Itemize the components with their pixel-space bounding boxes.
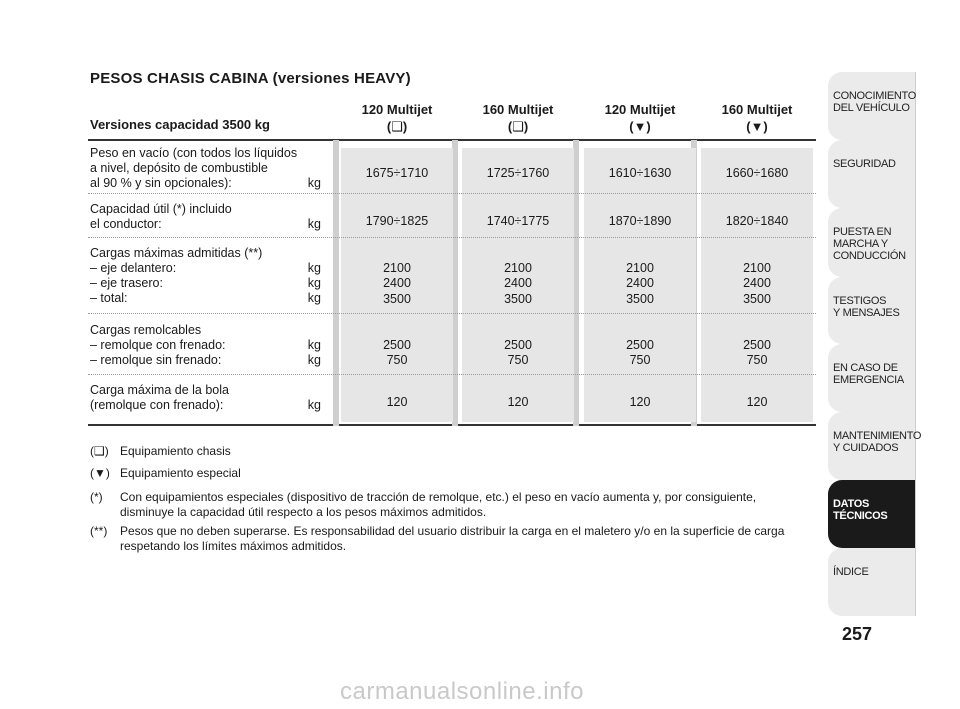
footnote: [90, 444, 231, 459]
footnote-mark: (▼): [90, 466, 110, 480]
row-label: el conductor:: [90, 217, 162, 231]
chapter-tab[interactable]: [828, 277, 916, 344]
table-cell: 2500: [743, 338, 771, 352]
chapter-tab[interactable]: [828, 412, 922, 480]
chapter-tab-label: SEGURIDAD: [833, 158, 896, 170]
chapter-tab-label: DEL VEHÍCULO: [833, 102, 910, 114]
footnote-mark: (❑): [90, 444, 109, 458]
table-cell: 120: [386, 395, 408, 409]
page-title: PESOS CHASIS CABINA (versiones HEAVY): [90, 70, 411, 87]
footnote-text: Equipamiento chasis: [120, 444, 231, 458]
table-cell: 3500: [626, 292, 654, 306]
row-label: Carga máxima de la bola: [90, 383, 229, 397]
chapter-tab-label: MANTENIMIENTO: [833, 430, 922, 442]
footnote-text: Equipamiento especial: [120, 466, 241, 480]
column-header-model: 160 Multijet: [482, 102, 554, 117]
chapter-tab-label: DATOS: [833, 498, 869, 510]
row-divider: [88, 193, 816, 194]
column-header: [337, 101, 457, 135]
footnote-text: Con equipamientos especiales (dispositivo de tracción de remolque, etc.) el peso en vacío aumenta y, por consiguiente, disminuye la capacidad útil respecto a los pesos máximos admitidos.: [120, 490, 757, 519]
column-header-model: 120 Multijet: [361, 102, 433, 117]
row-unit: kg: [307, 353, 321, 367]
chapter-tab-label: CONDUCCIÓN: [833, 250, 906, 262]
table-cell: 1725÷1760: [486, 166, 550, 180]
column-header-equipment: (❑): [386, 119, 408, 134]
chapter-tab-label: Y CUIDADOS: [833, 442, 899, 454]
row-unit: kg: [307, 338, 321, 352]
row-divider: [88, 313, 816, 314]
row-unit: kg: [307, 261, 321, 275]
table-header-label: Versiones capacidad 3500 kg: [90, 117, 270, 132]
table-cell: 2100: [626, 261, 654, 275]
table-cell: 750: [629, 353, 651, 367]
table-cell: 1610÷1630: [608, 166, 672, 180]
footnote-mark: (*): [90, 490, 103, 504]
footnote: [90, 524, 785, 553]
chapter-tab-label: TÉCNICOS: [833, 510, 888, 522]
column-header-equipment: (❑): [507, 119, 529, 134]
row-unit: kg: [307, 291, 321, 305]
chapter-tab-label: Y MENSAJES: [833, 307, 900, 319]
chapter-tab-label: EN CASO DE: [833, 362, 898, 374]
table-cell: 120: [746, 395, 768, 409]
row-label: (remolque con frenado):: [90, 398, 224, 412]
table-cell: 2100: [504, 261, 532, 275]
table-cell: 750: [746, 353, 768, 367]
table-cell: 3500: [743, 292, 771, 306]
chapter-tab-label: EMERGENCIA: [833, 374, 904, 386]
row-label: – remolque con frenado:: [90, 338, 226, 352]
column-header: [580, 101, 700, 135]
row-divider: [88, 237, 816, 238]
chapter-tab[interactable]: [828, 140, 916, 208]
chapter-tab-label: PUESTA EN: [833, 226, 892, 238]
chapter-tab-label: CONOCIMIENTO: [833, 90, 916, 102]
table-cell: 2400: [383, 276, 411, 290]
chapter-tab[interactable]: [828, 72, 916, 140]
row-label: – total:: [90, 291, 128, 305]
row-divider: [88, 374, 816, 375]
table-cell: 2100: [383, 261, 411, 275]
table-cell: 2500: [626, 338, 654, 352]
table-cell: 2400: [743, 276, 771, 290]
row-label: a nivel, depósito de combustible: [90, 161, 268, 175]
table-cell: 1660÷1680: [725, 166, 789, 180]
row-label: – eje delantero:: [90, 261, 177, 275]
row-label: Cargas máximas admitidas (**): [90, 246, 263, 260]
footnote-mark: (**): [90, 524, 108, 538]
table-cell: 1740÷1775: [486, 214, 550, 228]
footnote-text: Pesos que no deben superarse. Es responsabilidad del usuario distribuir la carga en el maletero y/o en la superficie de carga respetando los límites máximos admitidos.: [120, 524, 785, 553]
column-header: [697, 101, 817, 135]
row-label: Cargas remolcables: [90, 323, 202, 337]
row-unit: kg: [307, 276, 321, 290]
row-label: Peso en vacío (con todos los líquidos: [90, 146, 298, 160]
footnote: [90, 490, 757, 519]
row-label: Capacidad útil (*) incluido: [90, 202, 232, 216]
table-cell: 2500: [383, 338, 411, 352]
table-cell: 2400: [626, 276, 654, 290]
chapter-tab-label: MARCHA Y: [833, 238, 888, 250]
table-cell: 1870÷1890: [608, 214, 672, 228]
column-header: [458, 101, 578, 135]
watermark-text: carmanualsonline.info: [340, 678, 584, 705]
table-cell: 2400: [504, 276, 532, 290]
page-number: 257: [842, 624, 873, 644]
chapter-tab-label: ÍNDICE: [833, 566, 869, 578]
column-header-equipment: (▼): [629, 119, 651, 134]
table-cell: 2500: [504, 338, 532, 352]
table-cell: 3500: [504, 292, 532, 306]
chapter-tab[interactable]: [828, 548, 916, 616]
chapter-tab[interactable]: [828, 344, 916, 412]
table-cell: 1820÷1840: [725, 214, 789, 228]
row-unit: kg: [307, 176, 321, 190]
chapter-tab[interactable]: [828, 208, 916, 277]
row-label: al 90 % y sin opcionales):: [90, 176, 232, 190]
column-header-model: 120 Multijet: [604, 102, 676, 117]
table-cell: 1790÷1825: [365, 214, 429, 228]
table-cell: 1675÷1710: [365, 166, 429, 180]
footnote: [90, 466, 241, 481]
column-header-equipment: (▼): [746, 119, 768, 134]
chapter-tab-label: TESTIGOS: [833, 295, 887, 307]
table-cell: 2100: [743, 261, 771, 275]
chapter-tab[interactable]: [828, 480, 916, 548]
row-label: – remolque sin frenado:: [90, 353, 222, 367]
row-label: – eje trasero:: [90, 276, 163, 290]
table-cell: 3500: [383, 292, 411, 306]
table-cell: 750: [507, 353, 529, 367]
table-cell: 120: [507, 395, 529, 409]
table-cell: 750: [386, 353, 408, 367]
row-unit: kg: [307, 398, 321, 412]
row-unit: kg: [307, 217, 321, 231]
column-separator: [333, 140, 339, 426]
column-header-model: 160 Multijet: [721, 102, 793, 117]
table-cell: 120: [629, 395, 651, 409]
